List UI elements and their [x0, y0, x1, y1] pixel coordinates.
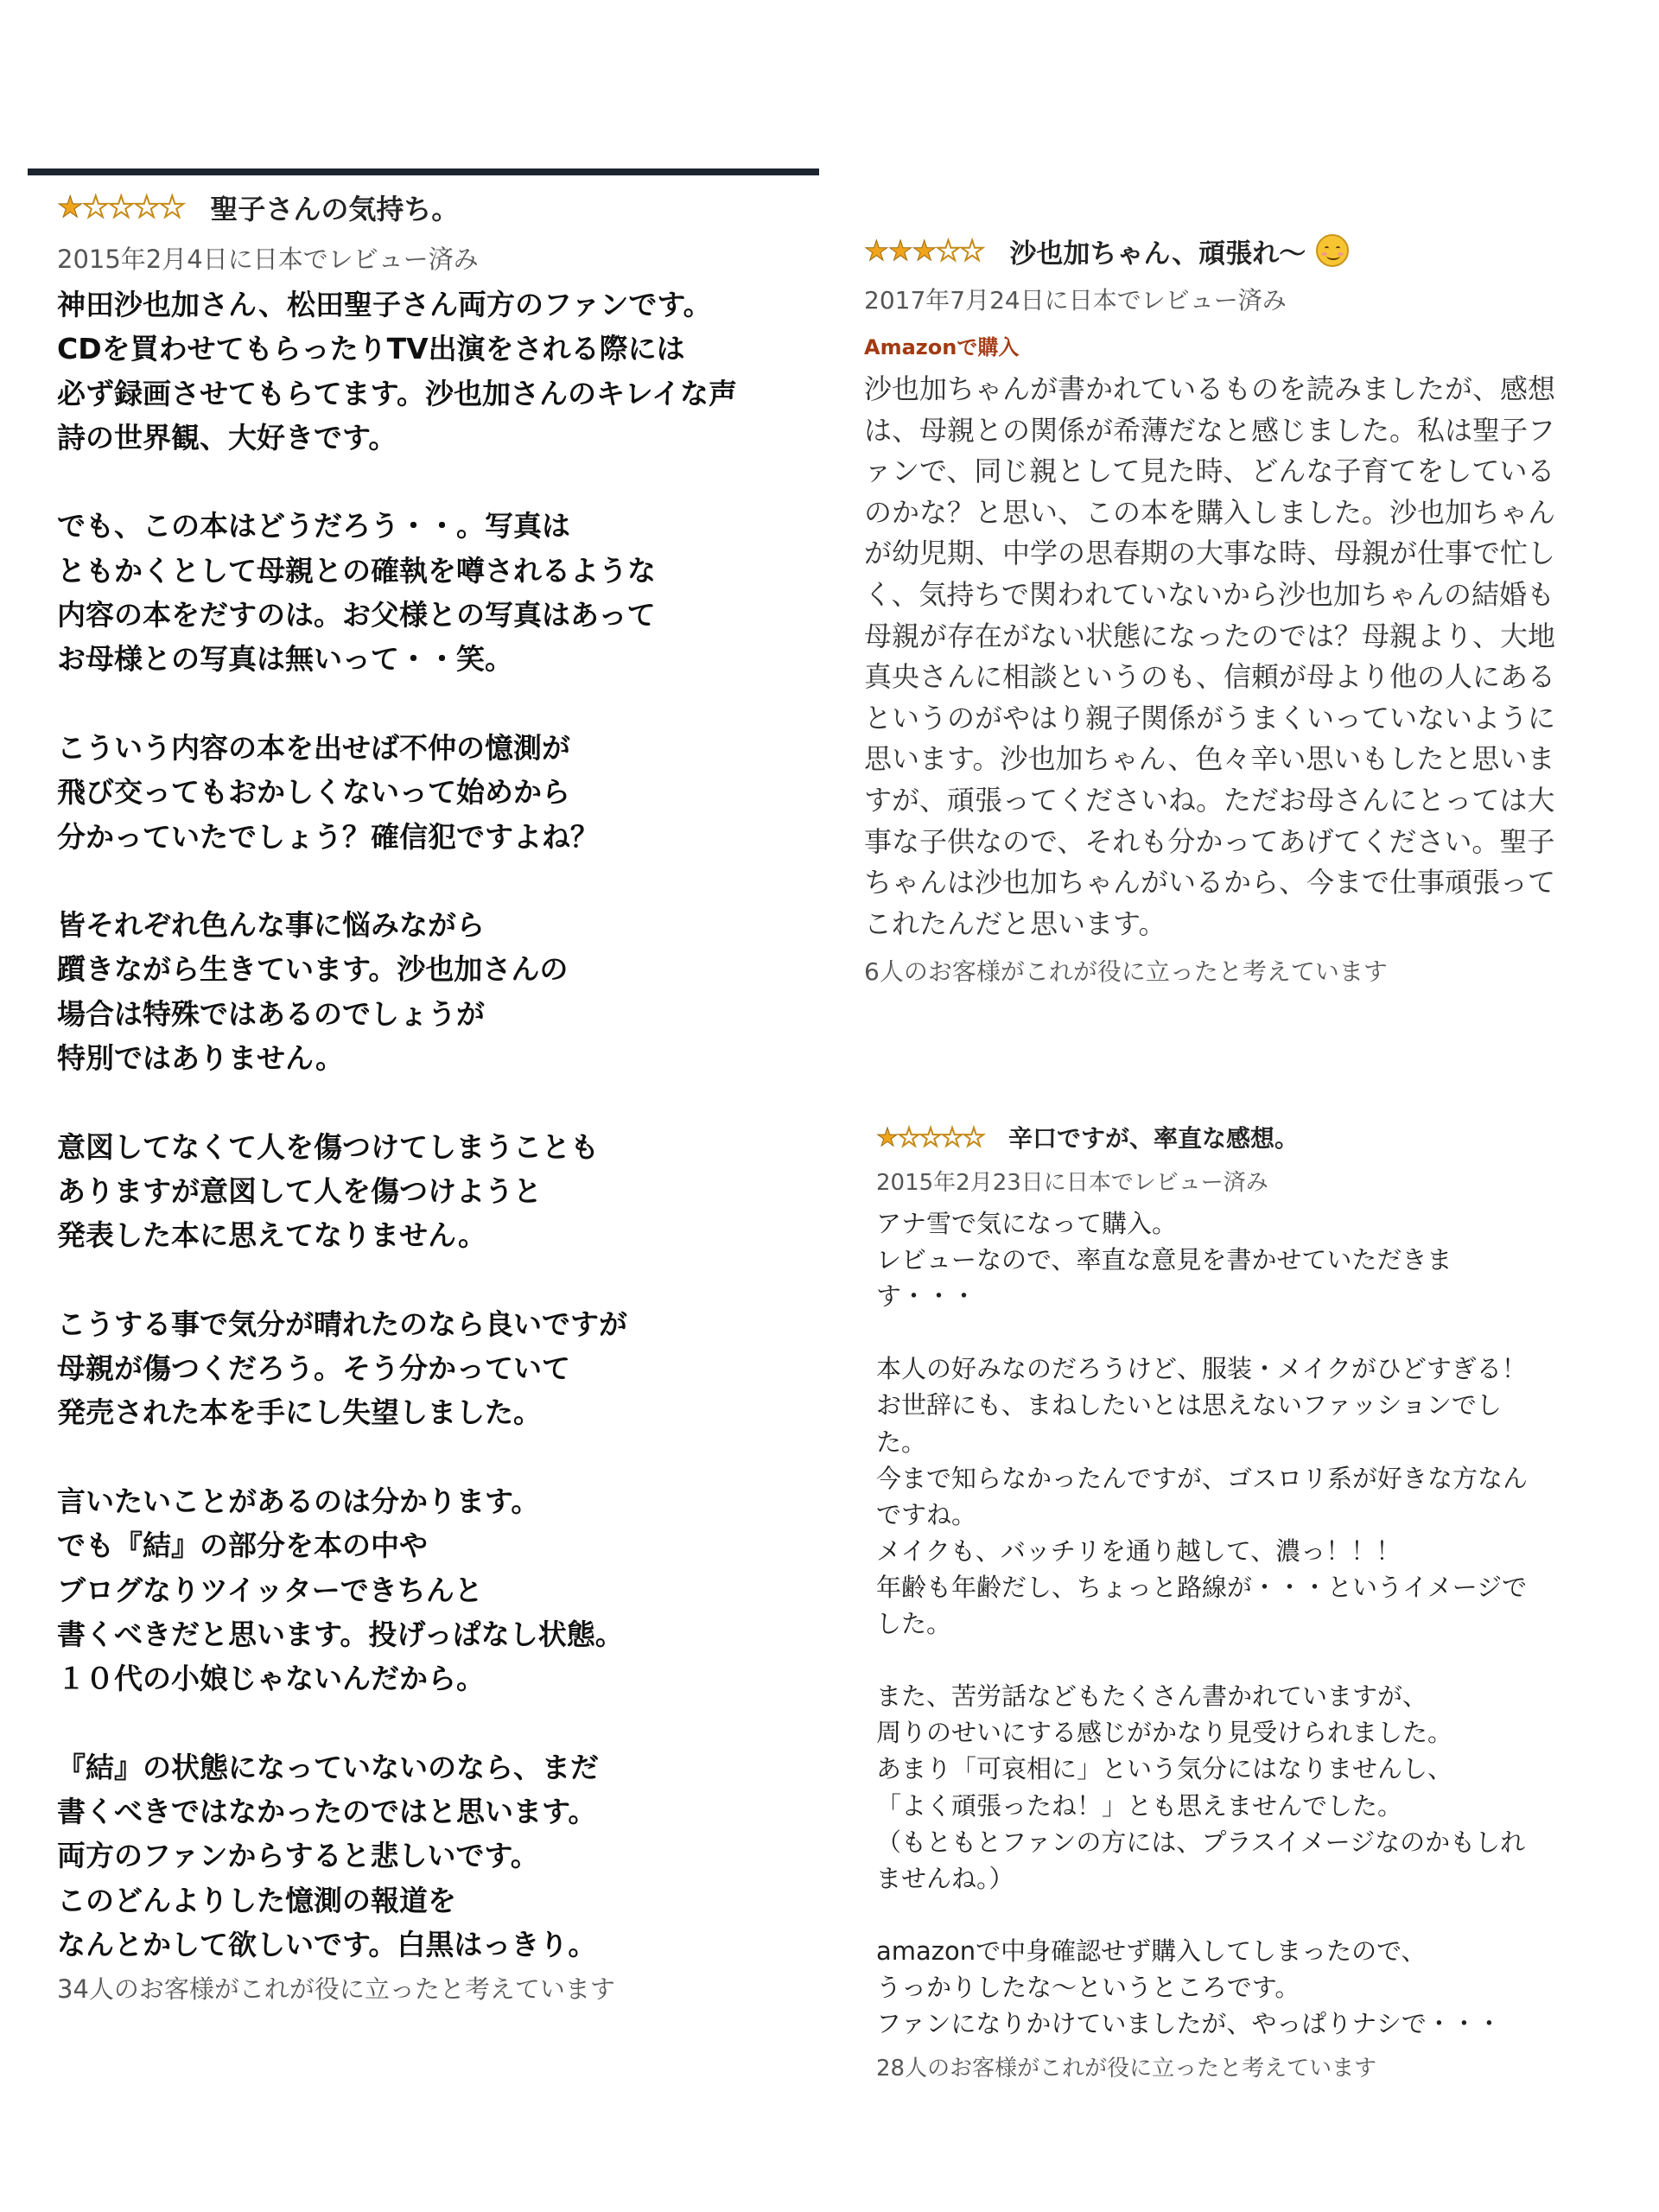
- star-empty-icon: ★: [919, 1122, 941, 1152]
- helpful-count: 34人のお客様がこれが役に立ったと考えています: [57, 1974, 615, 2005]
- star-empty-icon: ★: [959, 234, 984, 267]
- review-date: 2015年2月4日に日本でレビュー済み: [57, 245, 479, 274]
- star-empty-icon: ★: [133, 190, 159, 225]
- review-header: [864, 226, 1573, 275]
- star-rating: [876, 1122, 984, 1152]
- star-empty-icon: ★: [941, 1122, 963, 1152]
- helpful-count: 6人のお客様がこれが役に立ったと考えています: [864, 957, 1388, 987]
- review-title[interactable]: 沙也加ちゃん、頑張れ〜: [1009, 238, 1306, 270]
- helpful-count: 28人のお客様がこれが役に立ったと考えています: [876, 2056, 1377, 2082]
- review-header: [876, 1115, 1550, 1160]
- review-3: [876, 1115, 1550, 2082]
- review-title[interactable]: 聖子さんの気持ち。: [210, 193, 460, 226]
- star-empty-icon: ★: [82, 190, 108, 225]
- review-1: [57, 181, 817, 2005]
- verified-purchase-badge: Amazonで購入: [864, 335, 1020, 359]
- star-filled-icon: ★: [864, 234, 888, 267]
- star-filled-icon: ★: [887, 234, 912, 267]
- review-body: 沙也加ちゃんが書かれているものを読みましたが、感想は、母親との関係が希薄だなと感じました。私は聖子ファンで、同じ親として見た時、どんな子育てをしているのかな？と思い、この本を購入しました。沙也加ちゃんが幼児期、中学の思春期の大事な時、母親が仕事で忙しく、気持ちで関われていないから沙也加ちゃんの結婚も母親が存在がない状態になったのでは？母親より、大地 真央さんに相談というのも、信頼が母より他の人にあるというのがやはり親子関係がうまくいっていないように思います。沙也加ちゃん、色々辛い思いもしたと思いますが、頑張ってくださいね。ただお母さんにとっては大事な子供なので、それも分かってあげてください。聖子ちゃんは沙也加ちゃんがいるから、今まで仕事頑張ってこれたんだと思います。: [864, 372, 1565, 940]
- star-filled-icon: ★: [876, 1122, 898, 1152]
- review-body: アナ雪で気になって購入。 レビューなので、率直な意見を書かせていただきます・・・ 本人の好みなのだろうけど、服装・メイクがひどすぎる！ お世辞にも、まねしたいとは思えないファッションでした。 今まで知らなかったんですが、ゴスロリ系が好きな方なんですね。 メイクも、バッチリを通り越して、濃っ！！！ 年齢も年齢だし、ちょっと路線が・・・というイメージでした。 また、苦労話などもたくさん書かれていますが、 周りのせいにする感じがかなり見受けられました。 あまり「可哀相に」という気分にはなりませんし、 「よく頑張ったね！」とも思えませんでした。 （もともとファンの方には、プラスイメージなのかもしれませんね。） amazonで中身確認せず購入してしまったので、 うっかりしたな〜というところです。 ファンになりかけていましたが、やっぱりナシで・・・: [876, 1209, 1529, 2039]
- top-divider: [28, 168, 819, 175]
- star-empty-icon: ★: [936, 234, 960, 267]
- review-date: 2015年2月23日に日本でレビュー済み: [876, 1170, 1268, 1196]
- star-rating: [864, 234, 983, 267]
- review-date: 2017年7月24日に日本でレビュー済み: [864, 286, 1287, 315]
- star-empty-icon: ★: [107, 190, 134, 225]
- star-filled-icon: ★: [912, 234, 937, 267]
- star-empty-icon: ★: [963, 1122, 984, 1152]
- review-body: 神田沙也加さん、松田聖子さん両方のファンです。 CDを買わせてもらったりTV出演をされる際には 必ず録画させてもらてます。沙也加さんのキレイな声 詩の世界観、大好きです。 でも、この本はどうだろう・・。写真は ともかくとして母親との確執を噂されるような 内容の本をだすのは。お父様との写真はあって お母様との写真は無いって・・笑。 こういう内容の本を出せば不仲の憶測が 飛び交ってもおかしくないって始めから 分かっていたでしょう？確信犯ですよね？ 皆それぞれ色んな事に悩みながら 躓きながら生きています。沙也加さんの 場合は特殊ではあるのでしょうが 特別ではありません。 意図してなくて人を傷つけてしまうことも ありますが意図して人を傷つけようと 発表した本に思えてなりません。 こうする事で気分が晴れたのなら良いですが 母親が傷つくだろう。そう分かっていて 発売された本を手にし失望しました。 言いたいことがあるのは分かります。 でも『結』の部分を本の中や ブログなりツイッターできちんと 書くべきだと思います。投げっぱなし状態。 １０代の小娘じゃないんだから。 『結』の状態になっていないのなら、まだ 書くべきではなかったのではと思います。 両方のファンからすると悲しいです。 このどんよりした憶測の報道を なんとかして欲しいです。白黒はっきり。: [57, 288, 738, 1961]
- star-filled-icon: ★: [57, 190, 83, 225]
- review-title[interactable]: 辛口ですが、率直な感想。: [1008, 1124, 1300, 1153]
- star-empty-icon: ★: [158, 190, 185, 225]
- smiling-face-emoji-icon: [1316, 234, 1349, 267]
- review-2: [864, 226, 1573, 988]
- review-header: [57, 181, 817, 233]
- star-empty-icon: ★: [898, 1122, 919, 1152]
- star-rating: [57, 190, 184, 225]
